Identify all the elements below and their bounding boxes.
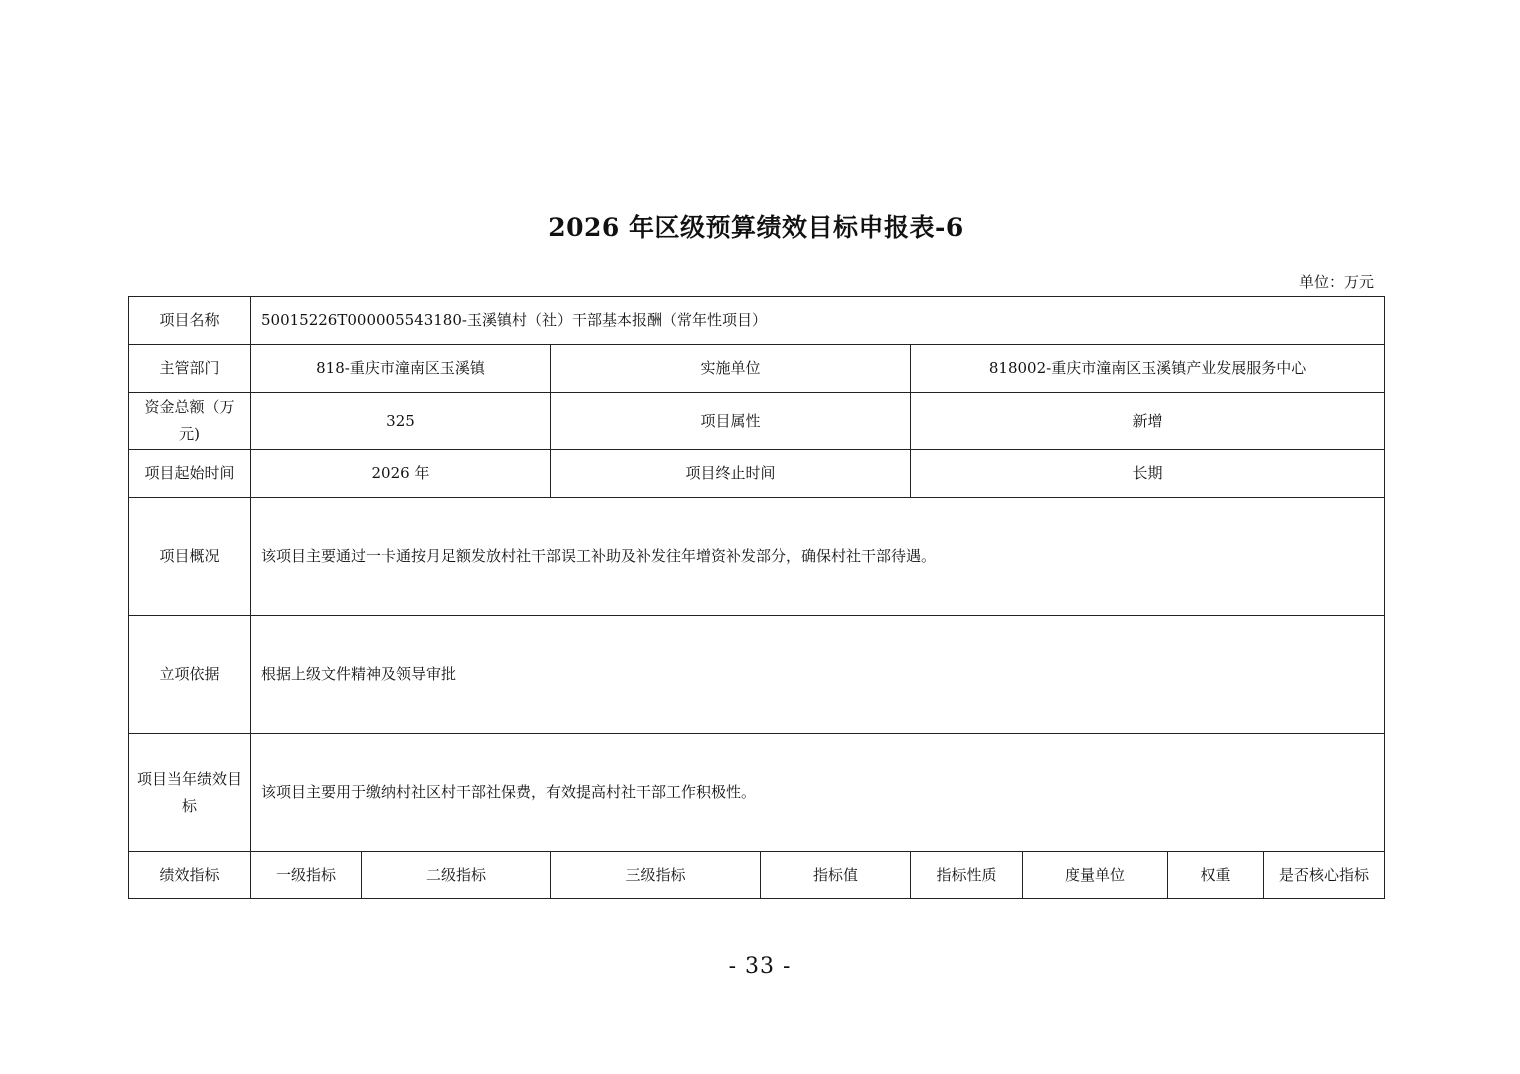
department-label: 主管部门 <box>129 345 251 393</box>
indicators-label: 绩效指标 <box>129 852 251 899</box>
department-value: 818-重庆市潼南区玉溪镇 <box>251 345 551 393</box>
row-department <box>129 345 1385 393</box>
overview-label: 项目概况 <box>129 498 251 616</box>
basis-label: 立项依据 <box>129 616 251 734</box>
row-time <box>129 450 1385 498</box>
unit-note: 单位：万元 <box>1298 273 1374 291</box>
indicator-header-level1: 一级指标 <box>251 852 362 899</box>
total-funds-label: 资金总额（万元) <box>129 393 251 450</box>
row-annual-goal <box>129 734 1385 852</box>
row-project-name <box>129 297 1385 345</box>
project-name-value: 50015226T000005543180-玉溪镇村（社）干部基本报酬（常年性项目） <box>251 297 1385 345</box>
annual-goal-value: 该项目主要用于缴纳村社区村干部社保费，有效提高村社干部工作积极性。 <box>251 734 1385 852</box>
total-funds-value: 325 <box>251 393 551 450</box>
end-time-value: 长期 <box>911 450 1385 498</box>
page-number: - 33 - <box>728 954 792 979</box>
indicator-header-core: 是否核心指标 <box>1264 852 1385 899</box>
indicator-header-level2: 二级指标 <box>362 852 551 899</box>
row-basis <box>129 616 1385 734</box>
indicator-header-level3: 三级指标 <box>551 852 761 899</box>
basis-value: 根据上级文件精神及领导审批 <box>251 616 1385 734</box>
indicator-header-nature: 指标性质 <box>911 852 1023 899</box>
row-overview <box>129 498 1385 616</box>
row-indicators-header <box>129 852 1385 899</box>
implementer-value: 818002-重庆市潼南区玉溪镇产业发展服务中心 <box>911 345 1385 393</box>
end-time-label: 项目终止时间 <box>551 450 911 498</box>
row-funds <box>129 393 1385 450</box>
indicator-header-weight: 权重 <box>1168 852 1264 899</box>
project-attr-label: 项目属性 <box>551 393 911 450</box>
implementer-label: 实施单位 <box>551 345 911 393</box>
indicator-header-unit: 度量单位 <box>1023 852 1168 899</box>
overview-value: 该项目主要通过一卡通按月足额发放村社干部误工补助及补发往年增资补发部分，确保村社干部待遇。 <box>251 498 1385 616</box>
budget-form-table <box>128 296 1385 899</box>
indicator-header-value: 指标值 <box>761 852 911 899</box>
annual-goal-label: 项目当年绩效目标 <box>129 734 251 852</box>
start-time-value: 2026 年 <box>251 450 551 498</box>
start-time-label: 项目起始时间 <box>129 450 251 498</box>
project-name-label: 项目名称 <box>129 297 251 345</box>
project-attr-value: 新增 <box>911 393 1385 450</box>
page-title: 2026 年区级预算绩效目标申报表-6 <box>548 213 964 242</box>
